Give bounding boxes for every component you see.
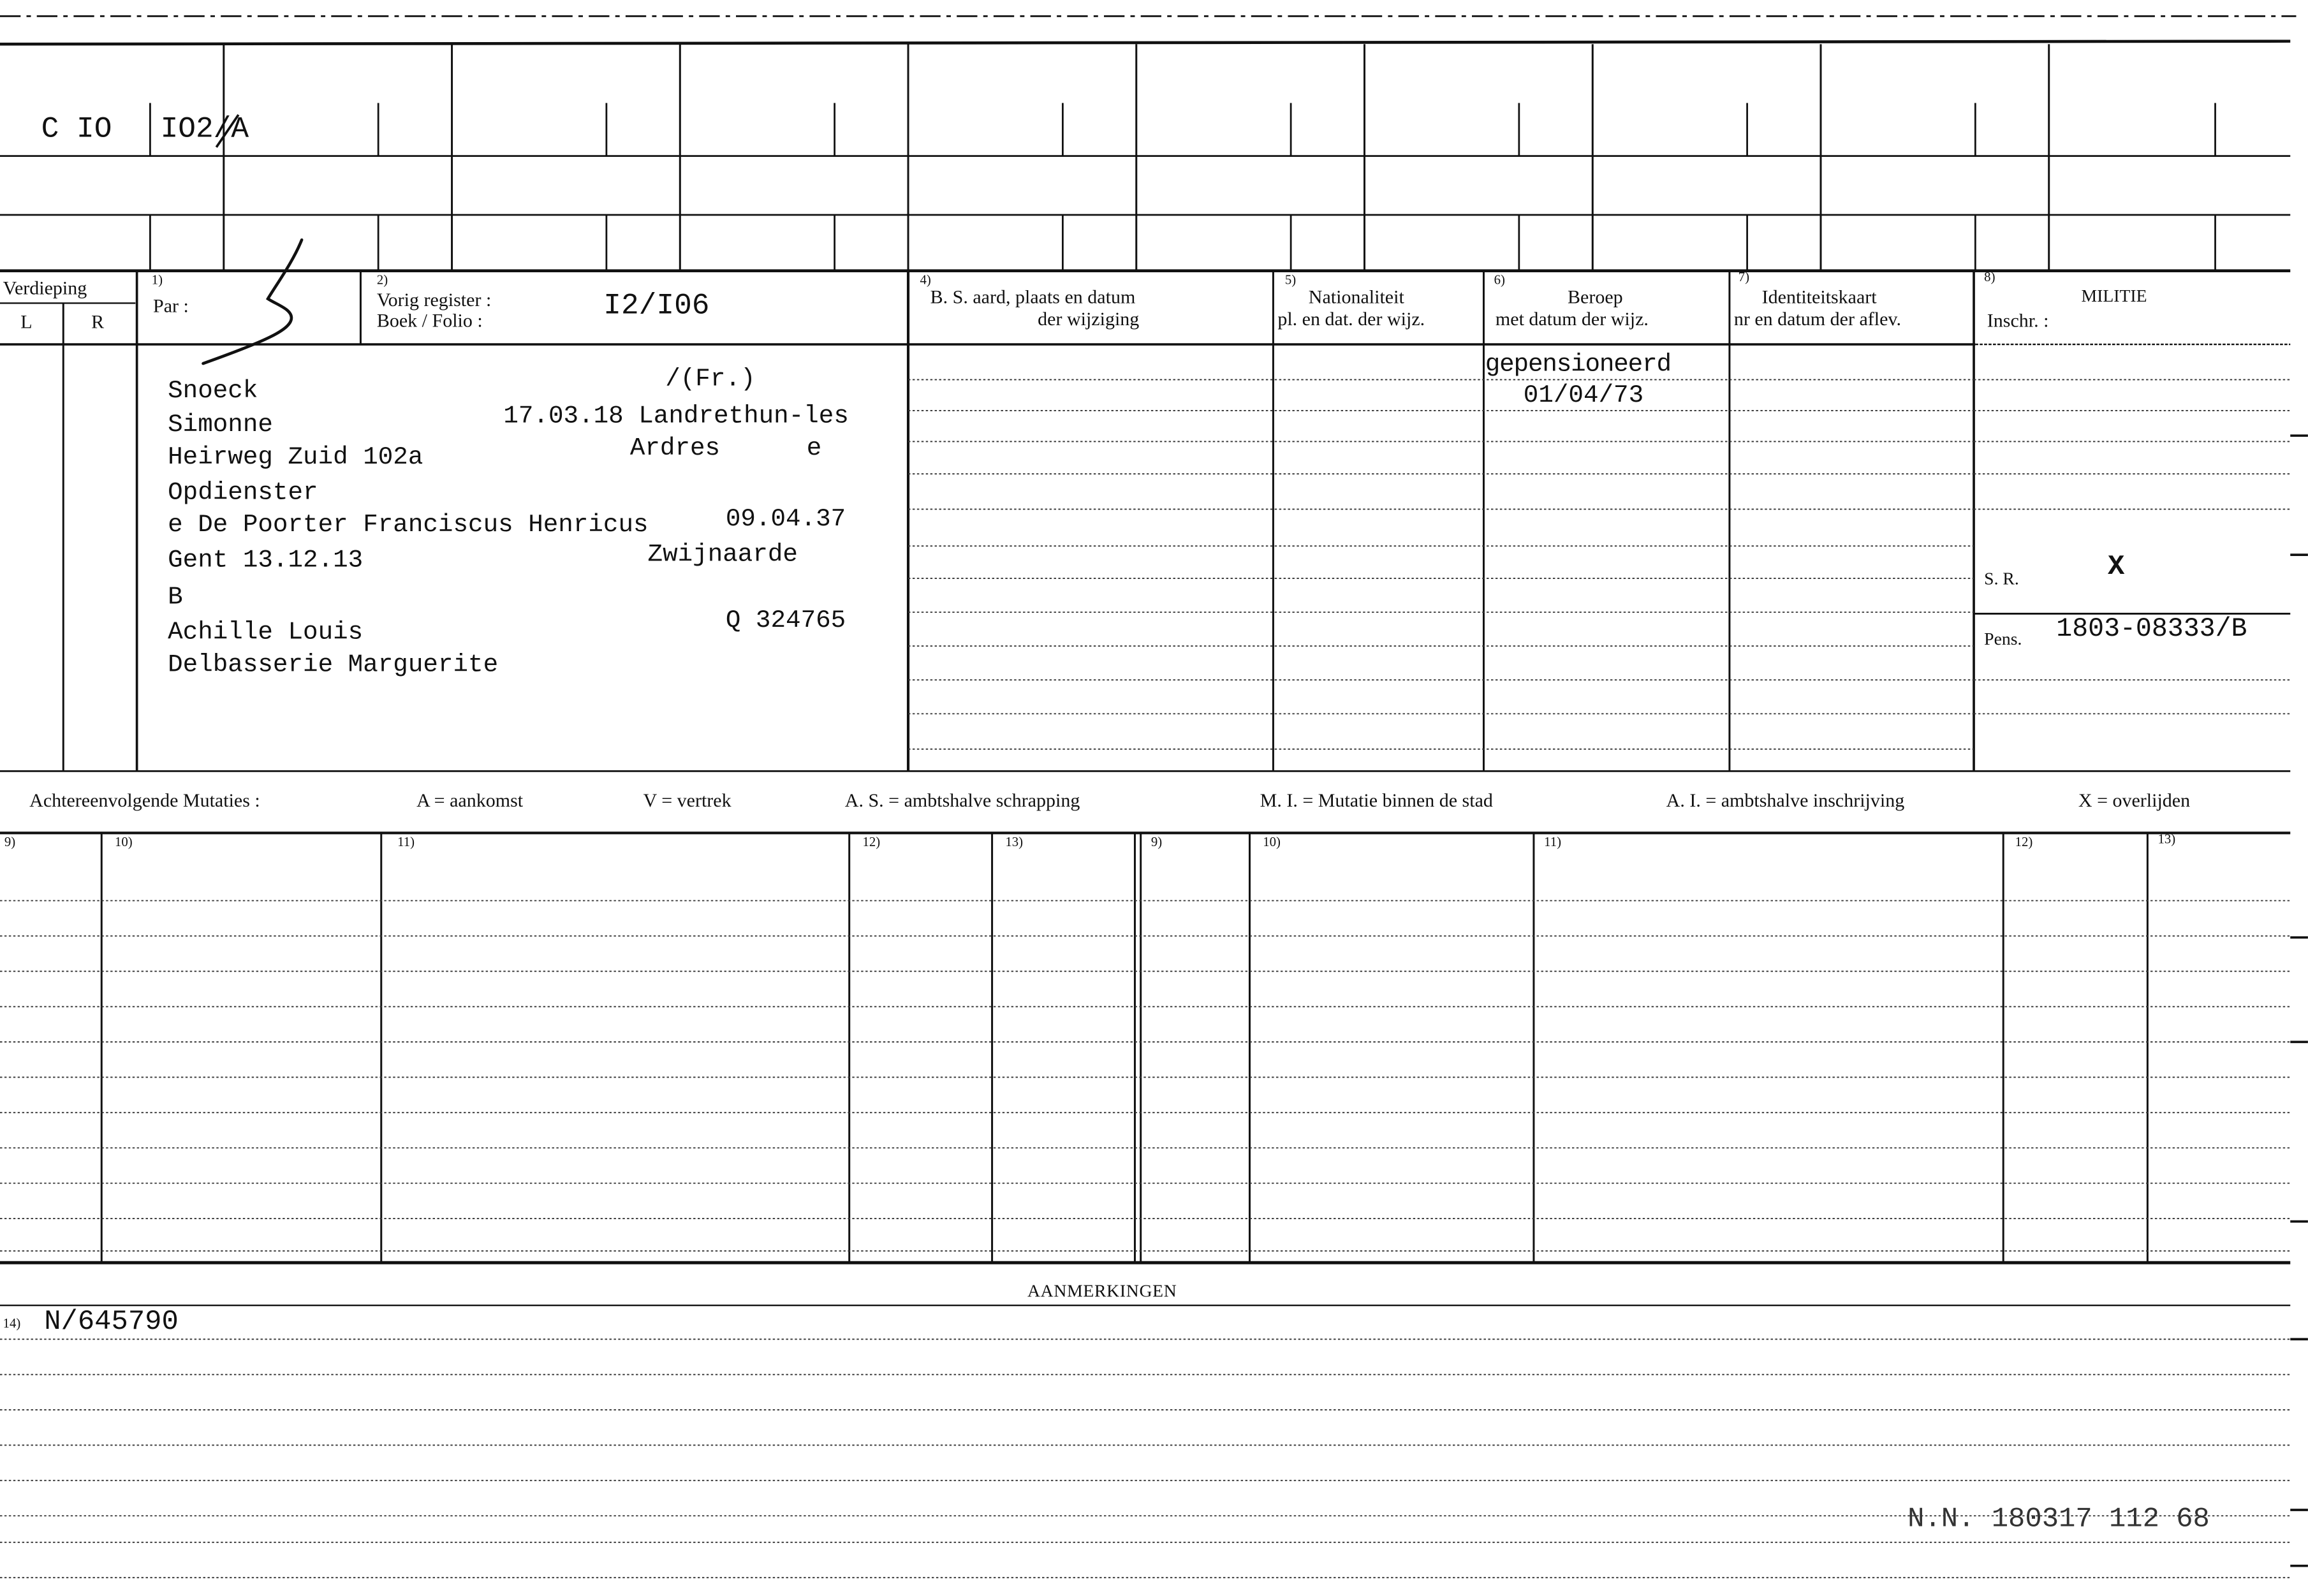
inschr-label: Inschr. :	[1987, 309, 2049, 332]
mutation-ai: A. I. = ambtshalve inschrijving	[1666, 789, 1905, 811]
bs-header-line2: der wijziging	[1038, 307, 1140, 330]
mutation-v: V = vertrek	[643, 789, 731, 811]
marriage-place: Zwijnaarde	[647, 541, 798, 570]
mut-col-13-left: 13)	[1005, 834, 1024, 849]
mut-col-10-left: 10)	[115, 834, 133, 849]
beroep-date: 01/04/73	[1523, 383, 1644, 411]
birth-date-place: 17.03.18 Landrethun-les	[503, 403, 849, 432]
mut-col-9-left: 9)	[4, 834, 16, 849]
national-number: N.N. 180317 112 68	[1907, 1502, 2210, 1535]
col1-number: 1)	[151, 272, 163, 288]
vorig-register-label: Vorig register :	[376, 288, 492, 311]
mut-col-13-right: 13)	[2157, 831, 2176, 847]
col5-number: 5)	[1284, 272, 1297, 288]
surname: Snoeck	[168, 378, 258, 407]
col4-number: 4)	[920, 272, 931, 288]
beroep-header-line1: Beroep	[1568, 285, 1623, 308]
bs-header-line1: B. S. aard, plaats en datum	[930, 285, 1136, 308]
militie-header: MILITIE	[2081, 285, 2147, 307]
previous-register-value: I2/I06	[603, 289, 710, 324]
spouse-name: e De Poorter Franciscus Henricus	[168, 512, 649, 541]
verdieping-l-label: L	[20, 310, 33, 333]
col7-number: 7)	[1738, 269, 1750, 284]
mutation-mi: M. I. = Mutatie binnen de stad	[1260, 789, 1493, 811]
remarks-title: AANMERKINGEN	[1027, 1280, 1177, 1301]
mutation-x: X = overlijden	[2078, 789, 2191, 811]
spouse-birth: Gent 13.12.13	[168, 547, 364, 576]
mut-col-11-right: 11)	[1544, 834, 1562, 849]
address: Heirweg Zuid 102a	[168, 444, 423, 472]
mut-col-10-right: 10)	[1263, 834, 1281, 849]
pens-label: Pens.	[1984, 628, 2022, 649]
col2-number: 2)	[376, 272, 388, 288]
verdieping-label: Verdieping	[3, 276, 87, 299]
firstname: Simonne	[168, 412, 273, 441]
mut-col-9-right: 9)	[1150, 834, 1163, 849]
occupation: Opdienster	[168, 480, 318, 508]
mut-col-12-left: 12)	[862, 834, 881, 849]
mut-col-12-right: 12)	[2015, 834, 2033, 849]
pens-value: 1803-08333/B	[2056, 615, 2247, 645]
father-name: Achille Louis	[168, 619, 364, 648]
beroep-value: gepensioneerd	[1485, 351, 1671, 380]
verdieping-r-label: R	[91, 310, 105, 333]
remarks-number: 14)	[3, 1315, 21, 1331]
b-marker: B	[168, 584, 183, 613]
document-code: C IO	[41, 113, 112, 147]
marriage-date: 09.04.37	[725, 506, 846, 534]
beroep-header-line2: met datum der wijz.	[1495, 307, 1649, 330]
par-label: Par :	[153, 294, 189, 317]
mut-col-11-left: 11)	[397, 834, 415, 849]
id-card-header-line1: Identiteitskaart	[1761, 285, 1877, 308]
col8-number: 8)	[1984, 269, 1996, 284]
boek-folio-label: Boek / Folio :	[376, 309, 483, 332]
nationality-mark: /(Fr.)	[665, 366, 756, 395]
sr-value: X	[2108, 550, 2125, 583]
mutations-title: Achtereenvolgende Mutaties :	[29, 789, 260, 811]
house-number-code: IO2/A	[160, 113, 249, 147]
mother-name: Delbasserie Marguerite	[168, 652, 499, 680]
birth-e-marker: e	[806, 436, 822, 464]
id-number: Q 324765	[725, 608, 846, 636]
nationality-header-line2: pl. en dat. der wijz.	[1277, 307, 1425, 330]
remarks-value: N/645790	[44, 1305, 179, 1338]
id-card-header-line2: nr en datum der aflev.	[1733, 307, 1901, 330]
mutation-as: A. S. = ambtshalve schrapping	[844, 789, 1080, 811]
birth-place-2: Ardres	[629, 436, 721, 464]
col6-number: 6)	[1494, 272, 1505, 288]
nationality-header-line1: Nationaliteit	[1308, 285, 1404, 308]
mutation-a: A = aankomst	[416, 789, 524, 811]
sr-label: S. R.	[1984, 567, 2019, 589]
